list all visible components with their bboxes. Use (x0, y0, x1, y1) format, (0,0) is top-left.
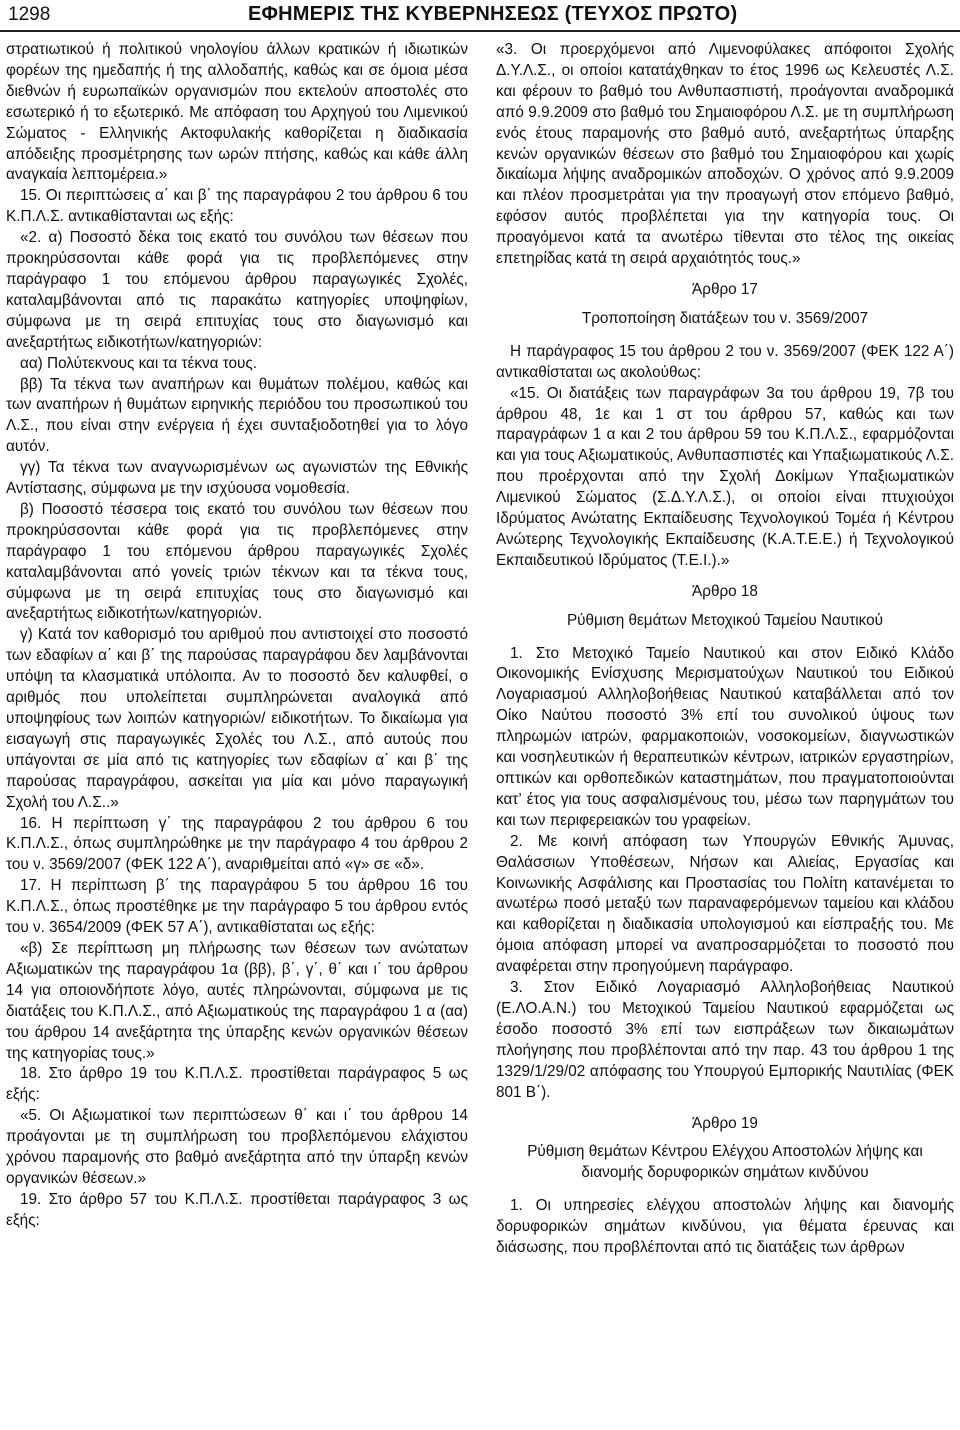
paragraph: γ) Κατά τον καθορισμό του αριθμού που αντιστοιχεί στο ποσοστό των εδαφίων α΄ και β΄ της παρούσας παραγράφου δεν λαμβάνονται υπόψη τα κλασματικά υπόλοιπα. Αν το ποσοστό δεν καλυφθεί, ο αριθμός που υπολείπεται συμπληρώνεται αναλογικά από υποψηφίους των λοιπών κατηγοριών/ ειδικοτήτων. Το δικαίωμα για εισαγωγή στις παραγωγικές Σχολές του Λ.Σ., από αυτούς που υπάγονται σε μία από τις κατηγορίες των εδαφίων α΄ και β΄ της παρούσας παραγράφου, ασκείται για μία και μόνο παραγωγική Σχολή του Λ.Σ..» (6, 626, 468, 811)
article-heading: Άρθρο 17 (692, 280, 758, 298)
paragraph: «5. Οι Αξιωματικοί των περιπτώσεων θ΄ και ι΄ του άρθρου 14 προάγονται με τη συμπλήρωση του προβλεπόμενου ελάχιστου χρόνου παραμονής στο βαθμό ανεξάρτητα από την ύπαρξη κενών οργανικών θέσεων.» (6, 1107, 468, 1187)
article-subtitle: Τροποποίηση διατάξεων του ν. 3569/2007 (581, 309, 869, 327)
paragraph: γγ) Τα τέκνα των αναγνωρισμένων ως αγωνιστών της Εθνικής Αντίστασης, σύμφωνα με την ισχύουσα νομοθεσία. (6, 459, 468, 498)
journal-title: ΕΦΗΜΕΡΙΣ ΤΗΣ ΚΥΒΕΡΝΗΣΕΩΣ (ΤΕΥΧΟΣ ΠΡΩΤΟ) (248, 3, 738, 25)
article-subtitle: Ρύθμιση θεμάτων Κέντρου Ελέγχου Αποστολών λήψης και διανομής δορυφορικών σημάτων κινδύνου (527, 1143, 923, 1182)
paragraph: «3. Οι προερχόμενοι από Λιμενοφύλακες απόφοιτοι Σχολής Δ.Υ.Λ.Σ., οι οποίοι κατατάχθηκαν το έτος 1996 ως Κελευστές Λ.Σ. και φέρουν το βαθμό του Ανθυπασπιστή, προάγονται αναδρομικά από 9.9.2009 στο βαθμό του Σημαιοφόρου Λ.Σ. με τη συμπλήρωση ενός έτους παραμονής στο βαθμό αυτό, ανεξαρτήτως ύπαρξης κενών οργανικών θέσεων στο βαθμό του Σημαιοφόρου και χωρίς δικαίωμα λήψης αναδρομικών αποδοχών. Ο χρόνος από 9.9.2009 και πλέον προσμετράται για την προαγωγή στον επόμενο βαθμό, εφόσον αυτός προβλέπεται για την κατηγορία τους. Οι προαγόμενοι κατά τα ανωτέρω τίθενται στο τέλος της οικείας επετηρίδας κατά τη σειρά αρχαιότητός τους.» (496, 41, 954, 268)
paragraph: 1. Οι υπηρεσίες ελέγχου αποστολών λήψης και διανομής δορυφορικών σημάτων κινδύνου, για θέματα έρευνας και διάσωσης, που προβλέπονται από τις διατάξεις των άρθρων (496, 1197, 954, 1257)
paragraph: 3. Στον Ειδικό Λογαριασμό Αλληλοβοήθειας Ναυτικού (Ε.ΛΟ.Α.Ν.) του Μετοχικού Ταμείου Ναυτικού εφαρμόζεται ως έσοδο ποσοστό 3% επί των εισπράξεων των δικαιωμάτων πλοήγησης που προβλέπονται από την παρ. 43 του άρθρου 1 της 1329/1/29/02 απόφασης του Υπουργού Εμπορικής Ναυτιλίας (ΦΕΚ 801 Β΄). (496, 979, 954, 1101)
paragraph: αα) Πολύτεκνους και τα τέκνα τους. (20, 354, 258, 372)
page-header (0, 0, 960, 36)
paragraph: β) Ποσοστό τέσσερα τοις εκατό του συνόλου των θέσεων που προκηρύσσονται κάθε φορά για τις προβλεπόμενες στην παράγραφο 1 του επόμενου άρθρου παραγωγικές Σχολές καταλαμβάνονται από γονείς τριών τέκνων και τα τέκνα τους, σύμφωνα με τη σειρά επιτυχίας τους στο διαγωνισμό και ανεξαρτήτως ειδικοτήτων/κατηγοριών. (6, 500, 468, 623)
article-heading: Άρθρο 19 (692, 1114, 758, 1132)
paragraph: Η παράγραφος 15 του άρθρου 2 του ν. 3569/2007 (ΦΕΚ 122 Α΄) αντικαθίσταται ως ακολούθως: (496, 342, 954, 381)
right-column (496, 40, 954, 1259)
paragraph: «2. α) Ποσοστό δέκα τοις εκατό του συνόλου των θέσεων που προκηρύσσονται κάθε φορά για τις προβλεπόμενες στην παράγραφο 1 του επόμενου άρθρου παραγωγικές Σχολές, καταλαμβάνονται από τις παρακάτω κατηγορίες υποψηφίων, σύμφωνα με τη σειρά επιτυχίας τους στο διαγωνισμό και ανεξαρτήτως ειδικοτήτων/κατηγοριών: (6, 229, 468, 351)
paragraph: «β) Σε περίπτωση μη πλήρωσης των θέσεων των ανώτατων Αξιωματικών της παραγράφου 1α (ββ), β΄, γ΄, θ΄ και ι΄ του άρθρου 14 για οποιονδήποτε λόγο, αυτές πληρώνονται, σύμφωνα με τις διατάξεις του Κ.Π.Λ.Σ., από Αξιωματικούς της παραγράφου 1 α (αα) του άρθρου 14 ανεξάρτητα της ύπαρξης κενών οργανικών θέσεων της κατηγορίας τους.» (6, 939, 468, 1062)
left-column (6, 40, 468, 1232)
paragraph: 15. Οι περιπτώσεις α΄ και β΄ της παραγράφου 2 του άρθρου 6 του Κ.Π.Λ.Σ. αντικαθίστανται ως εξής: (6, 187, 468, 226)
paragraph: 16. Η περίπτωση γ΄ της παραγράφου 2 του άρθρου 6 του Κ.Π.Λ.Σ., όπως συμπληρώθηκε με την παράγραφο 4 του άρθρου 2 του ν. 3569/2007 (ΦΕΚ 122 Α΄), αναριθμείται από «γ» σε «δ». (6, 814, 468, 874)
header-rule (0, 30, 960, 32)
paragraph: ββ) Τα τέκνα των αναπήρων και θυμάτων πολέμου, καθώς και των αναπήρων ή θυμάτων ειρηνικής περιόδου του προσωπικού του Λ.Σ., που είναι στην ενέργεια ή έχει συνταξιοδοτηθεί για το λόγο αυτόν. (6, 375, 468, 456)
paragraph: 18. Στο άρθρο 19 του Κ.Π.Λ.Σ. προστίθεται παράγραφος 5 ως εξής: (6, 1065, 468, 1104)
page-number: 1298 (8, 4, 51, 25)
paragraph: 19. Στο άρθρο 57 του Κ.Π.Λ.Σ. προστίθεται παράγραφος 3 ως εξής: (6, 1190, 468, 1229)
paragraph: «15. Οι διατάξεις των παραγράφων 3α του άρθρου 19, 7β του άρθρου 48, 1ε και 1 στ του άρθρου 57, καθώς και των παραγράφων 1 α και 2 του άρθρου 59 του Κ.Π.Λ.Σ., εφαρμόζονται και για τους Αξιωματικούς, Ανθυπασπιστές και Υπαξιωματικούς Λ.Σ. που προέρχονται από την Σχολή Δοκίμων Υπαξιωματικών Λιμενικού Σώματος (Σ.Δ.Υ.Λ.Σ.), οι οποίοι είναι πτυχιούχοι Ιδρύματος Ανώτατης Εκπαίδευσης Τεχνολογικού Τομέα ή Κέντρου Ανώτερης Τεχνολογικής Εκπαίδευσης (Κ.Α.Τ.Ε.Ε.) ή Τεχνολογικού Εκπαιδευτικού Ιδρύματος (Τ.Ε.Ι.).» (496, 384, 954, 569)
paragraph: 2. Με κοινή απόφαση των Υπουργών Εθνικής Άμυνας, Θαλάσσιων Υποθέσεων, Νήσων και Αλιείας, Εργασίας και Κοινωνικής Ασφάλισης και Προστασίας του Πολίτη κατανέμεται το ανωτέρω ποσό μεταξύ των παραναφερόμενων ταμείου και κλάδου και καθορίζεται η διαδικασία υπολογισμού και είσπραξής του. Με όμοια απόφαση μπορεί να αναπροσαρμόζεται το ποσοστό που αναφέρεται στην προηγούμενη παράγραφο. (496, 832, 954, 976)
paragraph: στρατιωτικού ή πολιτικού νηολογίου άλλων κρατικών ή ιδιωτικών φορέων της ημεδαπής ή της αλλοδαπής, καθώς και σε όμοια μέσα διεθνών ή ευρωπαϊκών οργανισμών που εκτελούν αποστολές στο εσωτερικό ή το εξωτερικό. Με απόφαση του Αρχηγού του Λιμενικού Σώματος - Ελληνικής Ακτοφυλακής καθορίζεται η διαδικασία απόδειξης προσμέτρησης των ωρών πτήσης, καθώς και κάθε άλλη αναγκαία λεπτομέρεια.» (6, 41, 468, 184)
article-subtitle: Ρύθμιση θεμάτων Μετοχικού Ταμείου Ναυτικού (566, 611, 884, 629)
article-heading: Άρθρο 18 (692, 582, 758, 600)
paragraph: 17. Η περίπτωση β΄ της παραγράφου 5 του άρθρου 16 του Κ.Π.Λ.Σ., όπως προστέθηκε με την παράγραφο 5 του άρθρου εντός του ν. 3654/2009 (ΦΕΚ 57 Α΄), αντικαθίσταται ως εξής: (6, 877, 468, 937)
paragraph: 1. Στο Μετοχικό Ταμείο Ναυτικού και στον Ειδικό Κλάδο Οικονομικής Ενίσχυσης Μερισματούχων Ναυτικού του Ειδικού Λογαριασμού Αλληλοβοήθειας Ναυτικού καταβάλλεται από τον Οίκο Ναύτου ποσοστό 3% επί του συνολικού ύψους των πληρωμών ιατρών, φαρμακοποιών, νοσοκομείων, διαγνωστικών και νοσηλευτικών ή θεραπευτικών κέντρων, ιατρικών εργαστηρίων, οπτικών και ορθοπεδικών καταστημάτων, που πραγματοποιούνται κατ’ έτος για τους ασφαλισμένους του, μέσω των παρηγμάτων του και των περιφερειακών του γραφείων. (496, 644, 954, 829)
